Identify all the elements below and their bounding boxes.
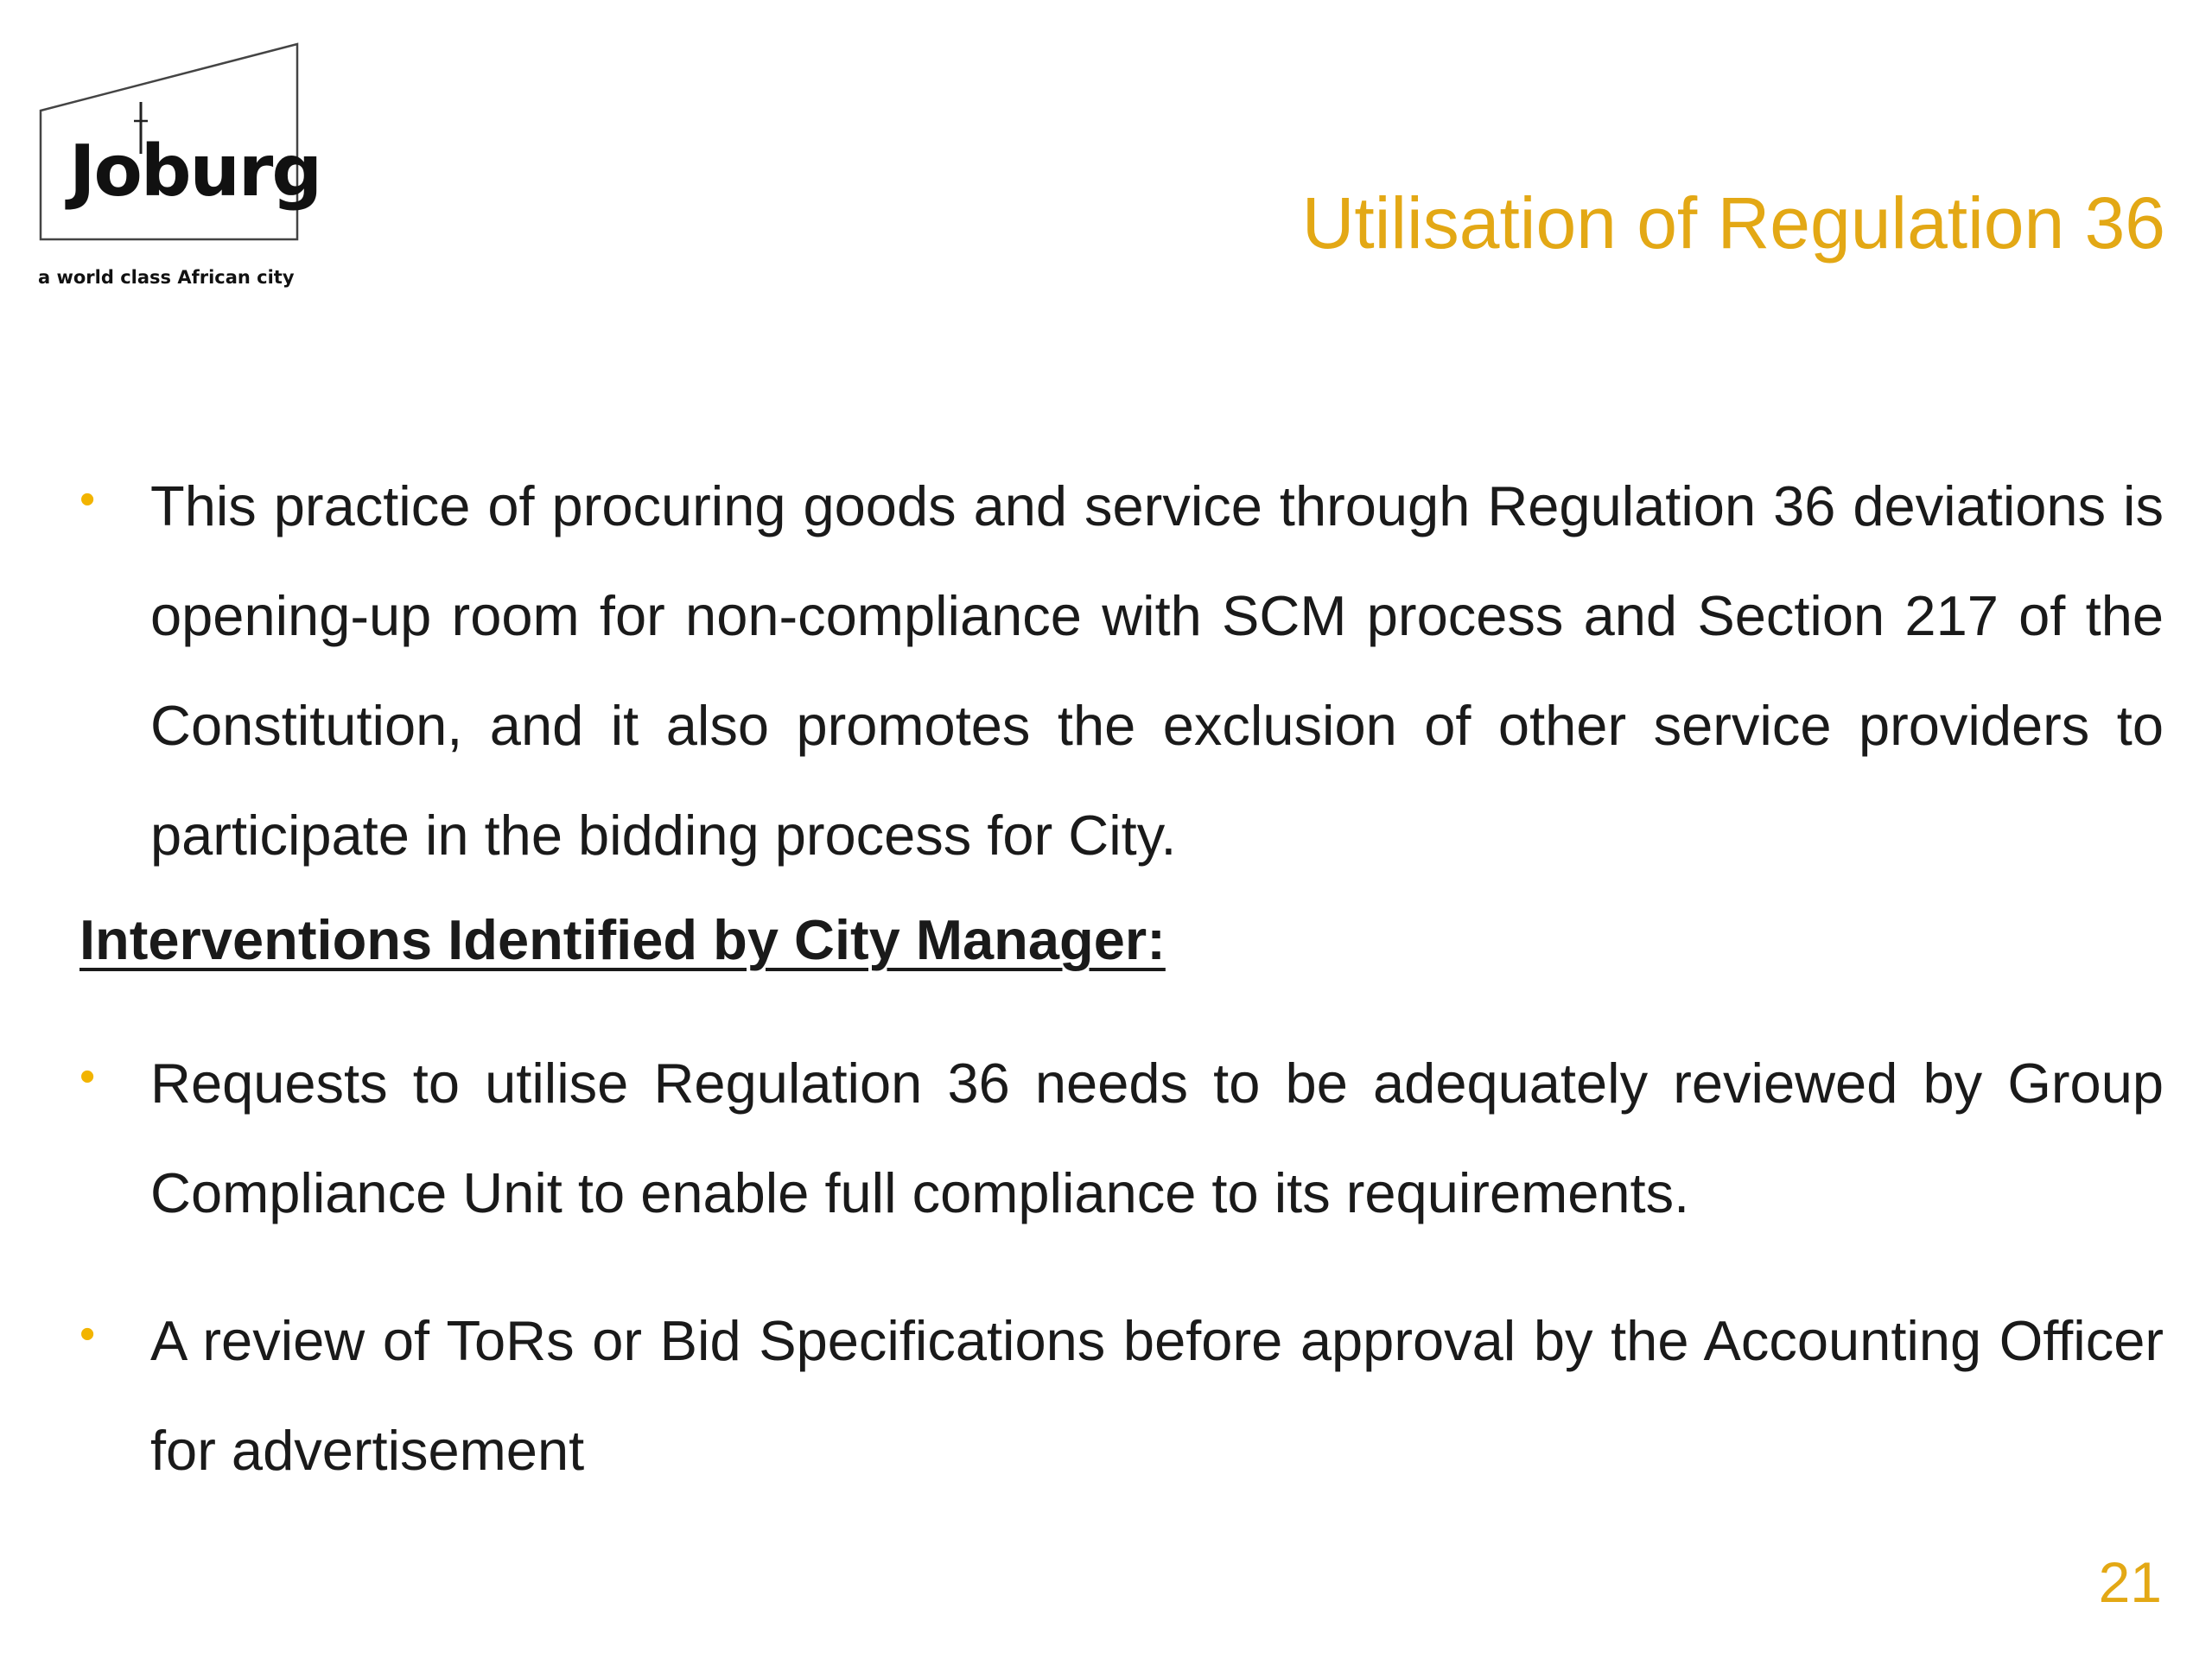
section-heading: Interventions Identified by City Manager: (79, 908, 1166, 971)
bullet-icon: • (79, 1309, 96, 1359)
bullet-text: A review of ToRs or Bid Specifications before approval by the Accounting Officer for advertisement (150, 1309, 2164, 1482)
slide-title: Utilisation of Regulation 36 (1301, 182, 2165, 264)
logo-wordmark: Joburg (69, 130, 321, 213)
bullet-text: This practice of procuring goods and service through Regulation 36 deviations is opening-up room for non-compliance with SCM process and Section 217 of the Constitution, and it also promotes the exclusion of other service providers to participate in the bidding process for City. (150, 474, 2164, 867)
bullet-icon: • (79, 474, 96, 524)
bullet-icon: • (79, 1052, 96, 1102)
logo-tagline: a world class African city (38, 267, 295, 288)
page-number: 21 (2098, 1550, 2162, 1614)
city-logo (38, 41, 321, 242)
bullet-text: Requests to utilise Regulation 36 needs to be adequately reviewed by Group Compliance Unit to enable full compliance to its requirements. (150, 1052, 2164, 1224)
